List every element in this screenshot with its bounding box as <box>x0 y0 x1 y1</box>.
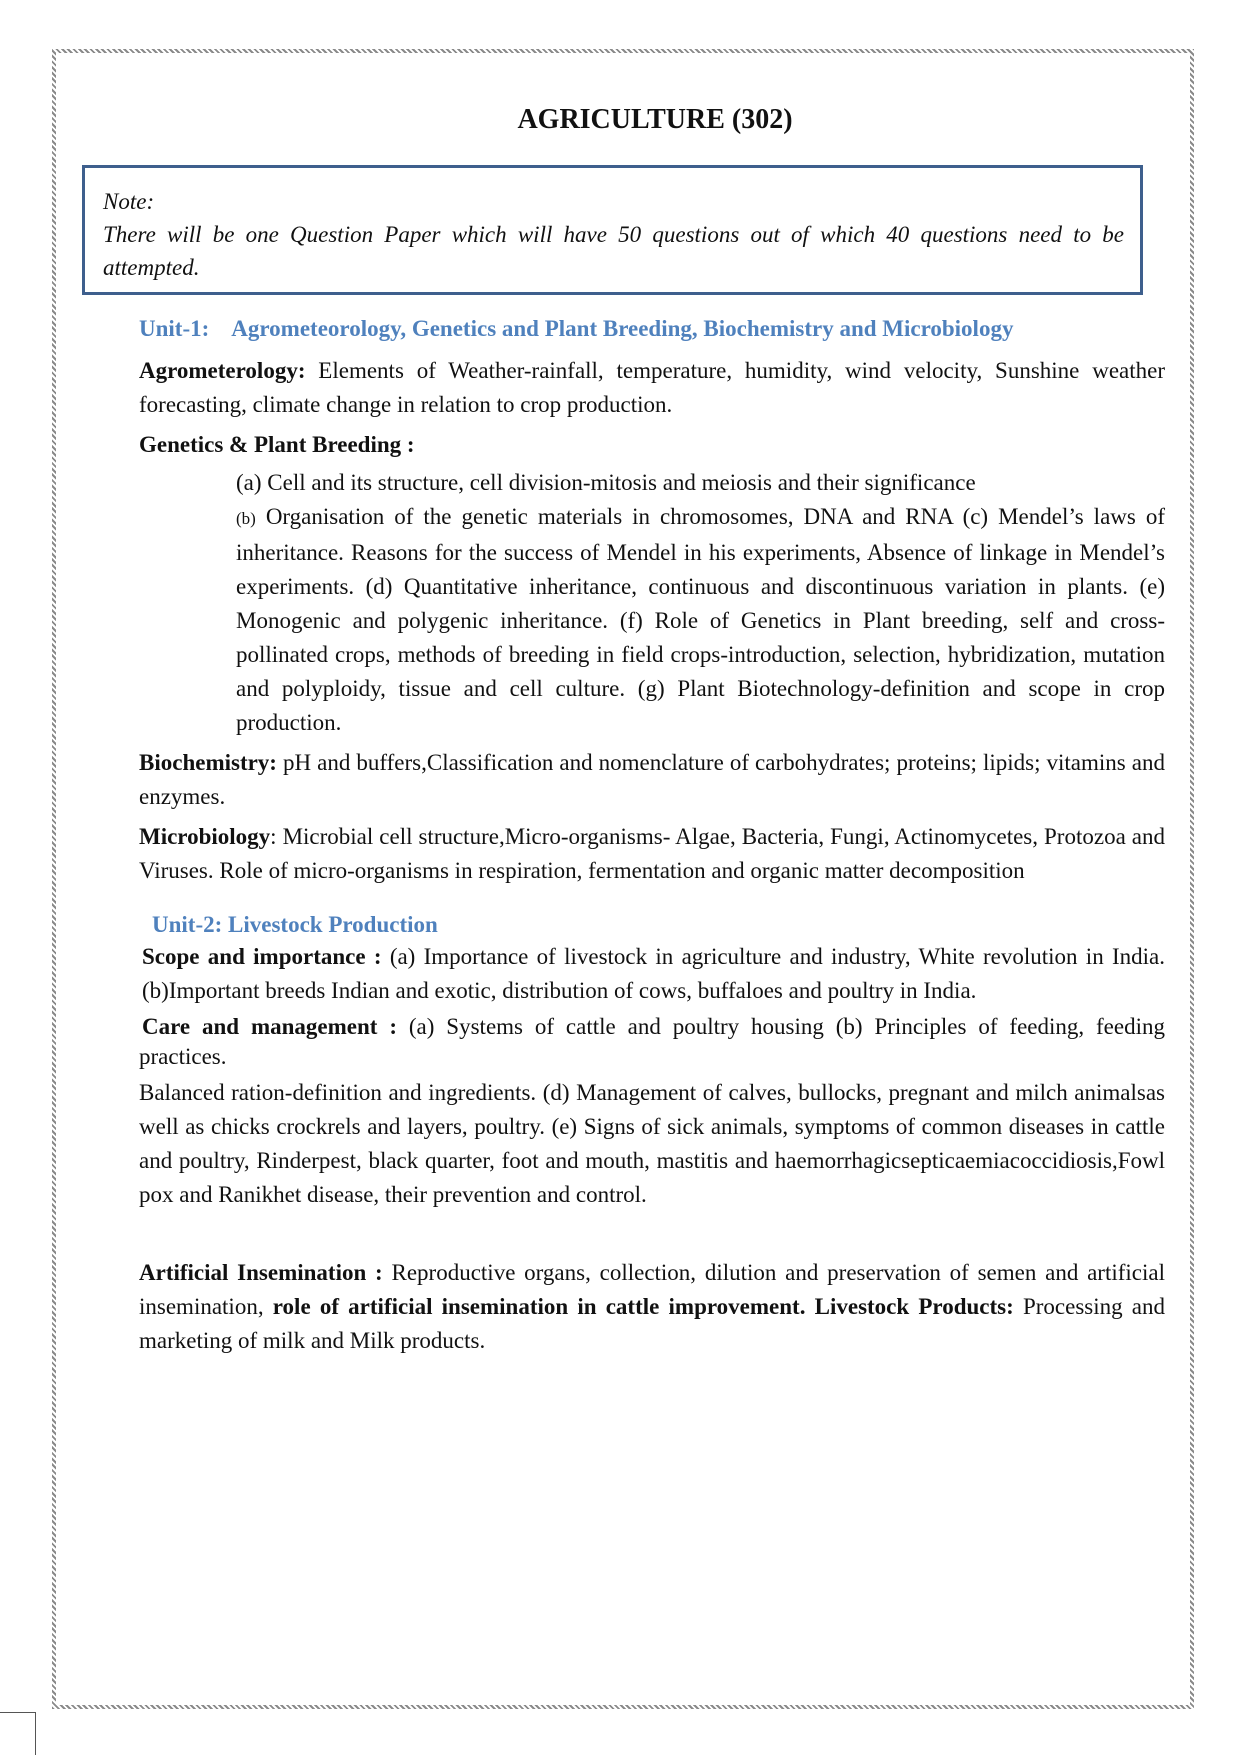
corner-mark <box>0 1712 36 1755</box>
biochemistry-section <box>139 746 1165 814</box>
ai-end-text: Processing and marketing of milk and Milk products. <box>139 1294 1165 1353</box>
microbiology-label: Microbiology <box>139 824 271 849</box>
unit-1-number: Unit-1: <box>139 316 210 341</box>
scope-label: Scope and importance : <box>142 944 382 969</box>
unit-1-title: Agrometeorology, Genetics and Plant Breeding, Biochemistry and Microbiology <box>231 316 1014 341</box>
microbiology-text: : Microbial cell structure,Micro-organisms- Algae, Bacteria, Fungi, Actinomycetes, Protozoa and Viruses. Role of micro-organisms in respiration, fermentation and organic matter decomposition <box>139 824 1165 883</box>
genetics-b-marker: (b) <box>236 509 256 528</box>
ai-label: Artificial Insemination : <box>139 1260 383 1285</box>
agrometerology-label: Agrometerology: <box>139 358 306 383</box>
ai-bold-text: role of artificial insemination in cattle improvement. Livestock Products: <box>272 1294 1014 1319</box>
biochemistry-text: pH and buffers,Classification and nomenclature of carbohydrates; proteins; lipids; vitamins and enzymes. <box>139 750 1165 809</box>
syllabus-content <box>139 312 1165 1358</box>
scope-section <box>142 940 1165 1008</box>
note-text: There will be one Question Paper which will have 50 questions out of which 40 questions need to be attempted. <box>103 222 1124 280</box>
scope-text: (a) Importance of livestock in agriculture and industry, White revolution in India. (b)Important breeds Indian and exotic, distribution of cows, buffaloes and poultry in India. <box>142 944 1165 1003</box>
artificial-insemination-section <box>139 1256 1165 1358</box>
unit-2-title: Livestock Production <box>228 912 438 937</box>
note-box <box>82 165 1143 295</box>
agrometerology-text: Elements of Weather-rainfall, temperature, humidity, wind velocity, Sunshine weather forecasting, climate change in relation to crop production. <box>139 358 1165 417</box>
genetics-b-text: Organisation of the genetic materials in chromosomes, DNA and RNA (c) Mendel’s laws of inheritance. Reasons for the success of Mendel in his experiments, Absence of linkage in Mendel’s experiments. (d) Quantitative inheritance, continuous and discontinuous variation in plants. (e) Monogenic and polygenic inheritance. (f) Role of Genetics in Plant breeding, self and cross-pollinated crops, methods of breeding in field crops-introduction, selection, hybridization, mutation and polyploidy, tissue and cell culture. (g) Plant Biotechnology-definition and scope in crop production. <box>236 504 1165 735</box>
unit-2-heading <box>152 910 1165 940</box>
note-label: Note: <box>103 189 155 214</box>
genetics-heading: Genetics & Plant Breeding : <box>139 432 415 457</box>
balanced-ration-section: Balanced ration-definition and ingredients. (d) Management of calves, bullocks, pregnant and milch animalsas well as chicks crockrels and layers, poultry. (e) Signs of sick animals, symptoms of common diseases in cattle and poultry, Rinderpest, black quarter, foot and mouth, mastitis and haemorrhagicsepticaemiacoccidiosis,Fowl pox and Ranikhet disease, their prevention and control. <box>139 1080 1165 1207</box>
care-section <box>139 1012 1165 1072</box>
genetics-item-b <box>236 500 1165 740</box>
unit-2-number: Unit-2: <box>152 912 223 937</box>
care-label: Care and management : <box>142 1014 397 1039</box>
ai-text: Reproductive organs, collection, dilution and preservation of semen and artificial insemination, <box>139 1260 1165 1319</box>
biochemistry-label: Biochemistry: <box>139 750 277 775</box>
microbiology-section <box>139 820 1165 888</box>
genetics-item-a: (a) Cell and its structure, cell division-mitosis and meiosis and their significance <box>236 470 976 495</box>
unit-1-heading <box>139 312 1165 346</box>
page-title: AGRICULTURE (302) <box>517 104 793 135</box>
care-text: (a) Systems of cattle and poultry housing (b) Principles of feeding, feeding practices. <box>139 1014 1165 1069</box>
agrometerology-section <box>139 354 1165 422</box>
